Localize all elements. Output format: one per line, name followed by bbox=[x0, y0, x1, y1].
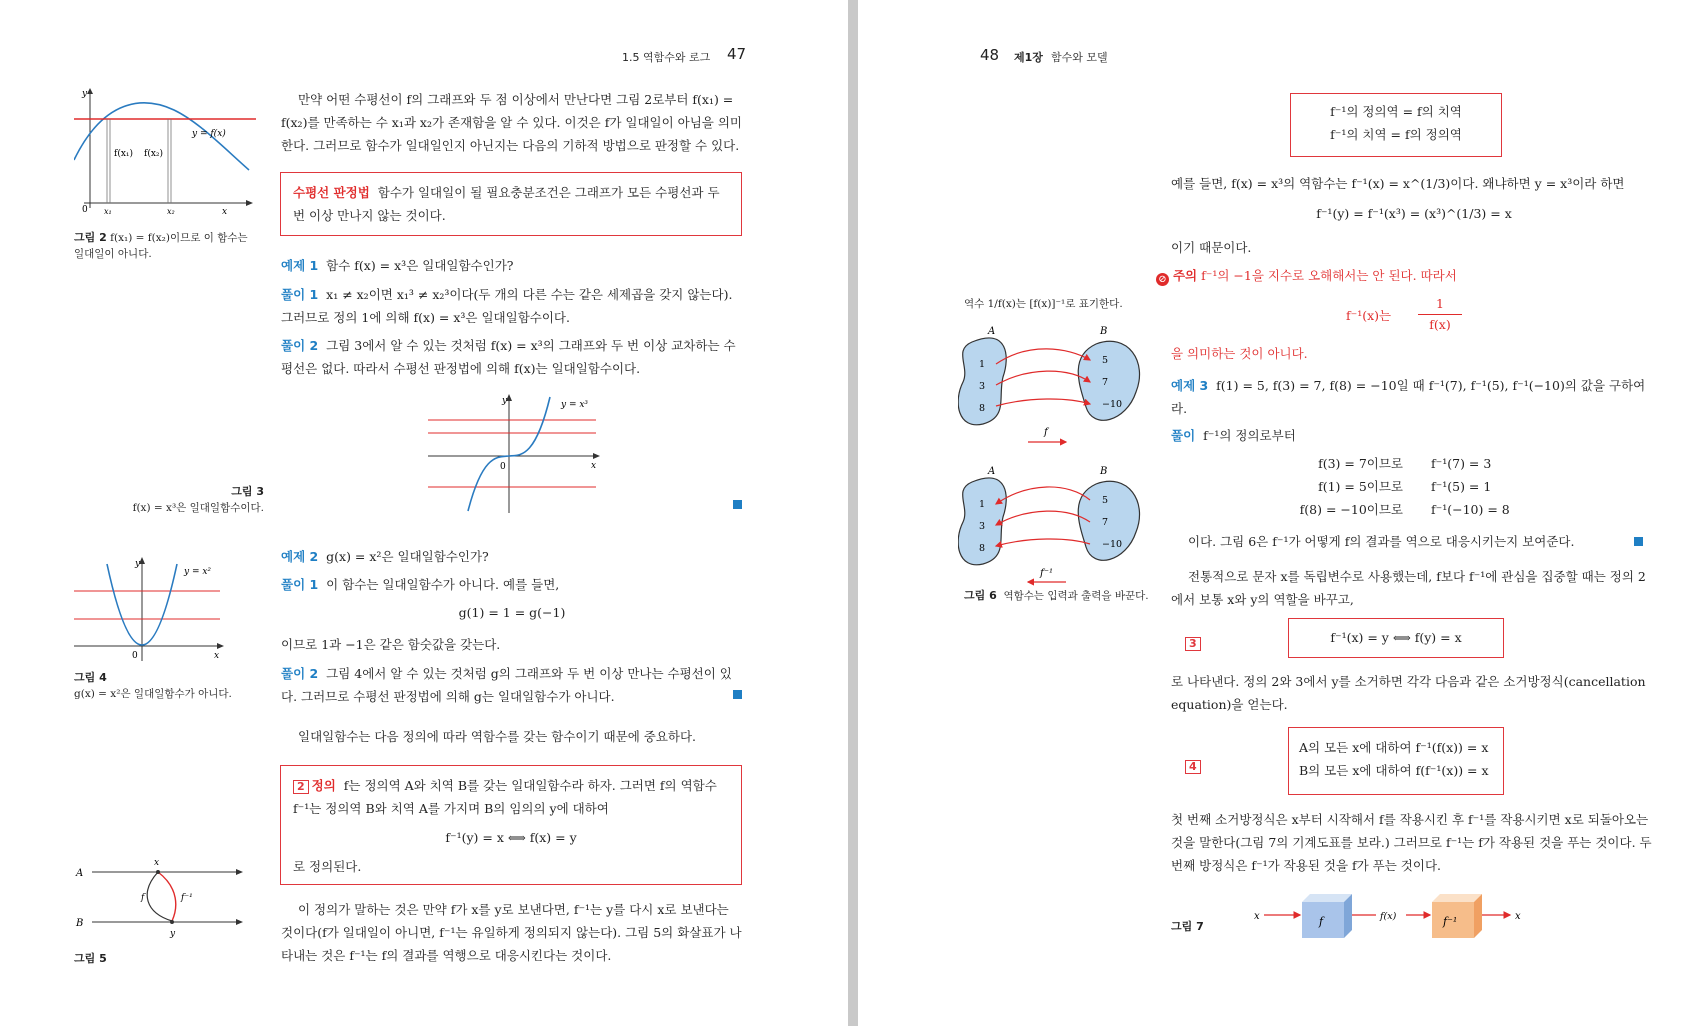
fig6-f: f bbox=[1044, 427, 1048, 438]
end-of-example-marker-3 bbox=[1634, 537, 1643, 546]
equation-4-number: 4 bbox=[1185, 755, 1204, 774]
example-2: 예제 2 g(x) = x²은 일대일함수인가? bbox=[281, 549, 489, 564]
fig6-bottom-b3: −10 bbox=[1102, 539, 1123, 550]
example-2-solution-1: 풀이 1 이 함수는 일대일함수가 아니다. 예를 들면, bbox=[281, 577, 560, 592]
fig4-x-axis: x bbox=[214, 651, 220, 661]
fig6-bottom-b2: 7 bbox=[1102, 517, 1109, 528]
fig3-origin: 0 bbox=[500, 462, 506, 472]
fig6-top-a2: 3 bbox=[979, 381, 986, 392]
fig4-y-axis: y bbox=[135, 559, 141, 569]
caution-eq-left: f⁻¹(x)는 bbox=[1346, 308, 1392, 323]
definition-2-number: 2 bbox=[293, 780, 309, 794]
end-of-example-marker bbox=[733, 500, 742, 509]
fig6-bottom-B: B bbox=[1100, 466, 1108, 477]
fig6-bottom-map bbox=[958, 478, 1139, 582]
hline-test-title: 수평선 판정법 bbox=[293, 185, 370, 200]
header-chapter: 제1장 bbox=[1014, 51, 1043, 64]
solution-end: 이다. 그림 6은 f⁻¹가 어떻게 f의 결과를 역으로 대응시키는지 보여준다. bbox=[1188, 534, 1575, 549]
fig3-x-axis: x bbox=[591, 461, 597, 471]
example-2-equation: g(1) = 1 = g(−1) bbox=[458, 605, 566, 620]
figure-2-graph bbox=[74, 88, 256, 218]
horizontal-line-test-box bbox=[280, 172, 742, 236]
figure-3-caption: 그림 3 f(x) = x³은 일대일함수이다. bbox=[132, 485, 264, 514]
paragraph-traditional: 전통적으로 문자 x를 독립변수로 사용했는데, f보다 f⁻¹에 관심을 집중할 때는 정의 2에서 보통 x와 y의 역할을 바꾸고, bbox=[1171, 569, 1646, 607]
fig2-curve-label: y = f(x) bbox=[192, 129, 226, 139]
fig2-fx1: f(x₁) bbox=[114, 149, 134, 159]
header-section: 1.5 역함수와 로그 bbox=[622, 51, 711, 64]
definition-2-box: 2 정의 f는 정의역 A와 치역 B를 갖는 일대일함수라 하자. 그러면 f의 역함수 f⁻¹는 정의역 B와 치역 A를 가지며 B의 임의의 y에 대하여 f⁻¹(y) = x ⟺ f(x) = y 로 정의된다. bbox=[280, 765, 742, 885]
fig5-x: x bbox=[154, 858, 160, 868]
fig6-top-b1: 5 bbox=[1102, 355, 1109, 366]
fig2-x-axis: x bbox=[222, 207, 228, 217]
fig5-y: y bbox=[170, 929, 176, 939]
side-note: 역수 1/f(x)는 [f(x)]⁻¹로 표기한다. bbox=[964, 298, 1123, 310]
figure-4-graph bbox=[74, 556, 224, 661]
fig2-x2: x₂ bbox=[167, 207, 175, 216]
example-2-after-equation: 이므로 1과 −1은 같은 함숫값을 갖는다. bbox=[281, 637, 501, 652]
fig6-top-map bbox=[958, 338, 1139, 442]
caution-icon: ⊘ bbox=[1156, 273, 1169, 286]
fig5-f: f bbox=[141, 893, 145, 903]
fig7-fx: f(x) bbox=[1380, 911, 1397, 922]
solution-table bbox=[1218, 452, 1608, 521]
fig7-f: f bbox=[1319, 915, 1324, 928]
fig6-bottom-a1: 1 bbox=[979, 499, 986, 510]
fig2-y-axis: y bbox=[82, 89, 88, 99]
fig6-top-B: B bbox=[1100, 326, 1108, 337]
figure-3-graph bbox=[428, 393, 600, 513]
fig6-bottom-a2: 3 bbox=[979, 521, 986, 532]
solution-row: f(8) = −10이므로 f⁻¹(−10) = 8 bbox=[1299, 502, 1510, 517]
fig6-bottom-A: A bbox=[988, 466, 996, 477]
figure-6-diagram bbox=[958, 322, 1168, 594]
fig6-bottom-a3: 8 bbox=[979, 543, 986, 554]
caution-line: ⊘ 주의 f⁻¹의 −1을 지수로 오해해서는 안 된다. 따라서 bbox=[1156, 264, 1656, 287]
figure-7-machine-diagram bbox=[1248, 890, 1528, 938]
page-number: 48 bbox=[980, 46, 1000, 64]
right-page bbox=[858, 0, 1700, 1026]
figure-7-label: 그림 7 bbox=[1171, 920, 1204, 933]
example-1-solution-2: 풀이 2 그림 3에서 알 수 있는 것처럼 f(x) = x³의 그래프와 두 번 이상 교차하는 수평선은 없다. 따라서 수평선 판정법에 의해 f(x)는 일대일함수이다. bbox=[281, 338, 736, 376]
because-text: 이기 때문이다. bbox=[1171, 240, 1252, 255]
fig7-x-out: x bbox=[1515, 911, 1521, 922]
paragraph-cancellation: 로 나타낸다. 정의 2와 3에서 y를 소거하면 각각 다음과 같은 소거방정식(cancellation equation)을 얻는다. bbox=[1171, 674, 1646, 712]
fig2-fx2: f(x₂) bbox=[144, 149, 164, 159]
equation-3-number: 3 bbox=[1185, 632, 1204, 651]
example-1-solution-1: 풀이 1 x₁ ≠ x₂이면 x₁³ ≠ x₂³이다(두 개의 다른 수는 같은 세제곱을 갖지 않는다). 그러므로 정의 1에 의해 f(x) = x³은 일대일함수이다. bbox=[281, 287, 733, 325]
fig7-finv: f⁻¹ bbox=[1443, 915, 1458, 928]
fig6-top-b3: −10 bbox=[1102, 399, 1123, 410]
solution-row: f(3) = 7이므로 f⁻¹(7) = 3 bbox=[1318, 456, 1492, 471]
page-number: 47 bbox=[727, 45, 747, 63]
solution-row: f(1) = 5이므로 f⁻¹(5) = 1 bbox=[1318, 479, 1492, 494]
fig6-top-a3: 8 bbox=[979, 403, 986, 414]
paragraph-inverse: 일대일함수는 다음 정의에 따라 역함수를 갖는 함수이기 때문에 중요하다. bbox=[298, 729, 697, 744]
fig7-x-in: x bbox=[1254, 911, 1260, 922]
end-of-example-marker-2 bbox=[733, 690, 742, 699]
figure-5-label: 그림 5 bbox=[74, 952, 107, 965]
fig2-x1: x₁ bbox=[104, 207, 112, 216]
figure-2-caption: 그림 2 f(x₁) = f(x₂)이므로 이 함수는 일대일이 아니다. bbox=[74, 231, 248, 260]
equation-3-box: f⁻¹(x) = y ⟺ f(y) = x bbox=[1288, 618, 1504, 658]
paragraph-1: 만약 어떤 수평선이 f의 그래프와 두 점 이상에서 만난다면 그림 2로부터 f(x₁) = f(x₂)를 만족하는 수 x₁과 x₂가 존재함을 알 수 있다. 이것은 f가 일대일이 아님을 의미한다. 그러므로 함수가 일대일인지 아닌지는 다음의 기하적 방법으로 판정할 수 있다. bbox=[281, 92, 742, 153]
paragraph-last: 이 정의가 말하는 것은 만약 f가 x를 y로 보낸다면, f⁻¹는 y를 다시 x로 보낸다는 것이다(f가 일대일이 아니면, f⁻¹는 유일하게 정의되지 않는다). 그림 5의 화살표가 나타내는 것은 f⁻¹는 f의 결과를 역행으로 대응시킨다는 것이다. bbox=[281, 902, 742, 963]
domain-range-box bbox=[1290, 93, 1502, 157]
fig6-top-A: A bbox=[988, 326, 996, 337]
figure-6-caption: 그림 6 역함수는 입력과 출력을 바꾼다. bbox=[964, 589, 1149, 602]
definition-2-equation: f⁻¹(y) = x ⟺ f(x) = y bbox=[445, 830, 577, 845]
fig3-y-axis: y bbox=[502, 396, 508, 406]
fig6-bottom-b1: 5 bbox=[1102, 495, 1109, 506]
fig6-top-a1: 1 bbox=[979, 359, 986, 370]
caution-fraction: 1 f(x) bbox=[1418, 294, 1462, 335]
fig6-finv: f⁻¹ bbox=[1040, 568, 1053, 579]
example-2-solution-2: 풀이 2 그림 4에서 알 수 있는 것처럼 g의 그래프와 두 번 이상 만나는 수평선이 있다. 그러므로 수평선 판정법에 의해 g는 일대일함수가 아니다. bbox=[281, 666, 732, 704]
box1-line1: f⁻¹의 정의역 = f의 치역 bbox=[1330, 104, 1462, 119]
header-title: 함수와 모델 bbox=[1051, 51, 1108, 64]
equation-4-box: A의 모든 x에 대하여 f⁻¹(f(x)) = x B의 모든 x에 대하여 f(f⁻¹(x)) = x bbox=[1288, 727, 1504, 795]
fig4-origin: 0 bbox=[132, 651, 138, 661]
fig2-origin: 0 bbox=[82, 205, 88, 215]
example-3: 예제 3 f(1) = 5, f(3) = 7, f(8) = −10일 때 f⁻¹(7), f⁻¹(5), f⁻¹(−10)의 값을 구하여라. bbox=[1171, 378, 1646, 416]
hline-test-body: 함수가 일대일이 될 필요충분조건은 그래프가 모든 수평선과 두 번 이상 만나지 않는 것이다. bbox=[293, 185, 720, 223]
fig5-B: B bbox=[76, 918, 84, 929]
paragraph-final: 첫 번째 소거방정식은 x부터 시작해서 f를 작용시킨 후 f⁻¹를 작용시키면 x로 되돌아오는 것을 말한다(그림 7의 기계도표를 보라.) 그러므로 f⁻¹는 f가 작용된 것을 푸는 것이다. 두 번째 방정식은 f⁻¹가 작용된 것을 f가 푸는 것이다. bbox=[1171, 812, 1652, 873]
fig3-curve-label: y = x³ bbox=[561, 400, 589, 410]
fig6-top-b2: 7 bbox=[1102, 377, 1109, 388]
fig4-curve-label: y = x² bbox=[184, 567, 212, 577]
fig5-A: A bbox=[76, 868, 84, 879]
fig5-finv: f⁻¹ bbox=[181, 893, 193, 903]
left-page bbox=[0, 0, 848, 1026]
figure-5-diagram bbox=[74, 858, 249, 940]
example-1: 예제 1 함수 f(x) = x³은 일대일함수인가? bbox=[281, 258, 514, 273]
example-3-solution: 풀이 f⁻¹의 정의로부터 bbox=[1171, 428, 1296, 443]
figure-4-caption: 그림 4 g(x) = x²은 일대일함수가 아니다. bbox=[74, 671, 232, 700]
box1-line2: f⁻¹의 치역 = f의 정의역 bbox=[1330, 127, 1462, 142]
example-equation: f⁻¹(y) = f⁻¹(x³) = (x³)^(1/3) = x bbox=[1316, 206, 1512, 221]
caution-end: 을 의미하는 것이 아니다. bbox=[1171, 346, 1308, 361]
example-text: 예를 들면, f(x) = x³의 역함수는 f⁻¹(x) = x^(1/3)이다. 왜냐하면 y = x³이라 하면 bbox=[1171, 176, 1625, 191]
